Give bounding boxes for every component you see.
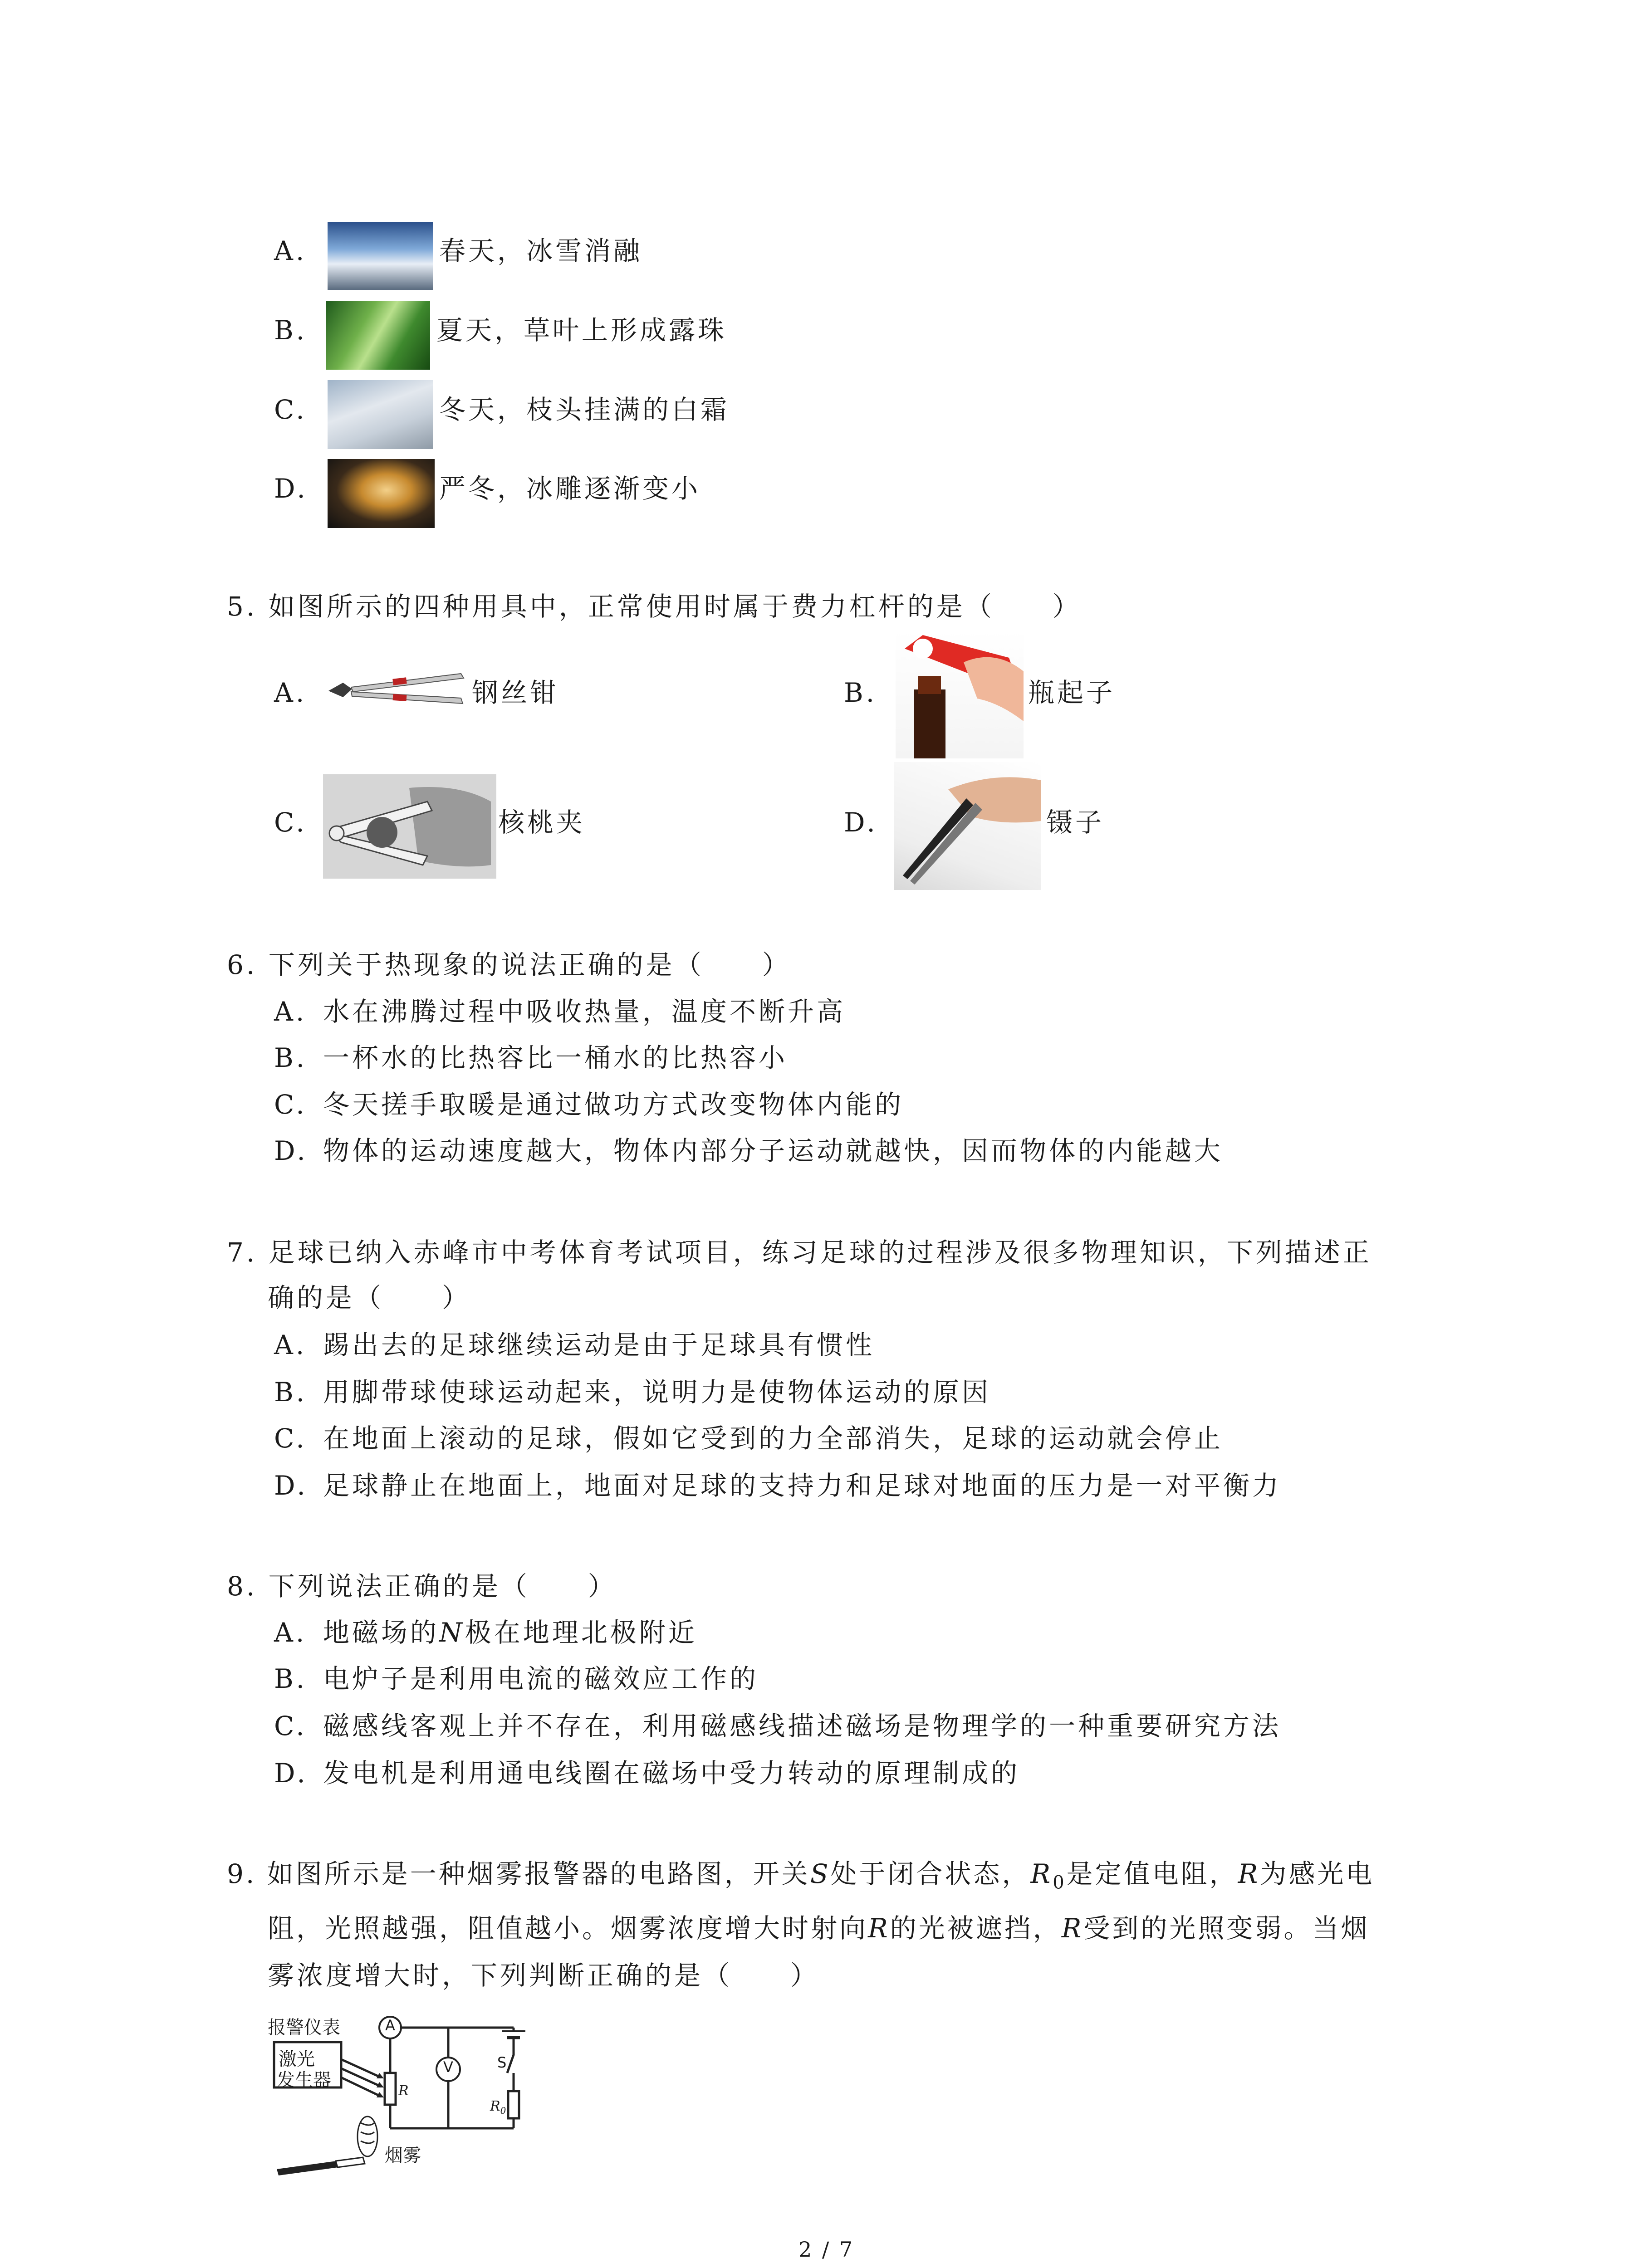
question-6-stem: 6. 下列关于热现象的说法正确的是（ ） (227, 949, 791, 980)
laser-label-line1: 激光 (279, 2049, 315, 2070)
question-9-stem-line1: 9. 如图所示是一种烟雾报警器的电路图，开关S处于闭合状态，$R_0$是定值电阻，R为感光电 (227, 1858, 1375, 1893)
option-letter: D. (274, 473, 308, 504)
ammeter-symbol: A (385, 2017, 395, 2034)
wire-pliers-photo (325, 669, 468, 710)
question-7-stem-line1: 7. 足球已纳入赤峰市中考体育考试项目，练习足球的过程涉及很多物理知识，下列描述正 (227, 1237, 1372, 1268)
option-letter: A. (274, 677, 307, 708)
option-letter: C. (274, 1089, 307, 1120)
option-text: 在地面上滚动的足球，假如它受到的力全部消失，足球的运动就会停止 (323, 1423, 1224, 1454)
option-letter: D. (274, 1135, 308, 1166)
meter-label: 报警仪表 (268, 2017, 340, 2038)
option-text: 钢丝钳 (472, 677, 559, 708)
question-8-stem: 8. 下列说法正确的是（ ） (227, 1571, 617, 1602)
question-9-stem-line3: 雾浓度增大时，下列判断正确的是（ ） (268, 1960, 820, 1991)
dew-grass-photo (326, 301, 430, 370)
option-letter: C. (274, 807, 307, 838)
option-text: 冬天搓手取暖是通过做功方式改变物体内能的 (323, 1089, 904, 1120)
option-text: 足球静止在地面上，地面对足球的支持力和足球对地面的压力是一对平衡力 (323, 1470, 1282, 1501)
question-9-stem-line2: 阻，光照越强，阻值越小。烟雾浓度增大时射向R的光被遮挡，R受到的光照变弱。当烟 (268, 1913, 1370, 1944)
option-letter: D. (844, 807, 878, 838)
option-text: 瓶起子 (1028, 677, 1116, 708)
option-letter: C. (274, 394, 307, 425)
option-text: 水在沸腾过程中吸收热量，温度不断升高 (323, 996, 846, 1027)
question-7-stem-line2: 确的是（ ） (268, 1282, 471, 1313)
option-text: 夏天，草叶上形成露珠 (436, 315, 727, 346)
page-number: 2 / 7 (798, 2237, 855, 2262)
option-letter: C. (274, 1711, 307, 1741)
ice-sculpture-photo (328, 459, 435, 528)
option-letter: C. (274, 1423, 307, 1454)
switch-label: S (497, 2054, 507, 2071)
smoke-alarm-circuit-diagram (268, 2009, 544, 2182)
frost-branch-photo (328, 380, 433, 449)
laser-label-line2: 发生器 (277, 2070, 331, 2091)
option-letter: B. (274, 1663, 308, 1694)
option-text: 春天，冰雪消融 (439, 235, 643, 266)
option-text: 核桃夹 (498, 807, 586, 838)
option-letter: A. (274, 1330, 307, 1360)
question-5-stem: 5. 如图所示的四种用具中，正常使用时属于费力杠杆的是（ ） (227, 591, 1082, 622)
option-text: 电炉子是利用电流的磁效应工作的 (323, 1663, 759, 1694)
option-text: 用脚带球使球运动起来，说明力是使物体运动的原因 (323, 1377, 991, 1408)
option-letter: B. (274, 1377, 308, 1408)
tweezers-photo (894, 762, 1041, 890)
option-letter: B. (274, 1042, 308, 1073)
r-label: R (398, 2083, 409, 2099)
smoke-label: 烟雾 (385, 2145, 421, 2166)
option-text: 镊子 (1046, 807, 1105, 838)
option-text: 冬天，枝头挂满的白霜 (439, 394, 730, 425)
voltmeter-symbol: V (443, 2058, 453, 2076)
option-letter: A. (274, 996, 307, 1027)
bottle-opener-photo (896, 631, 1024, 758)
option-text: 严冬，冰雕逐渐变小 (439, 473, 701, 504)
option-letter: B. (274, 315, 308, 346)
option-letter: B. (844, 677, 877, 708)
option-letter: A. (274, 1617, 307, 1648)
option-text: 发电机是利用通电线圈在磁场中受力转动的原理制成的 (323, 1758, 1020, 1789)
ice-snow-photo (328, 222, 433, 290)
option-text: 踢出去的足球继续运动是由于足球具有惯性 (323, 1330, 875, 1360)
option-letter: D. (274, 1470, 308, 1501)
option-text: 地磁场的N极在地理北极附近 (323, 1617, 697, 1648)
option-text: 磁感线客观上并不存在，利用磁感线描述磁场是物理学的一种重要研究方法 (323, 1711, 1282, 1741)
r0-label: $R_0$ (490, 2098, 506, 2116)
option-letter: D. (274, 1758, 308, 1789)
option-text: 一杯水的比热容比一桶水的比热容小 (323, 1042, 788, 1073)
nutcracker-photo (323, 774, 496, 879)
option-text: 物体的运动速度越大，物体内部分子运动就越快，因而物体的内能越大 (323, 1135, 1224, 1166)
option-letter: A. (274, 235, 307, 266)
